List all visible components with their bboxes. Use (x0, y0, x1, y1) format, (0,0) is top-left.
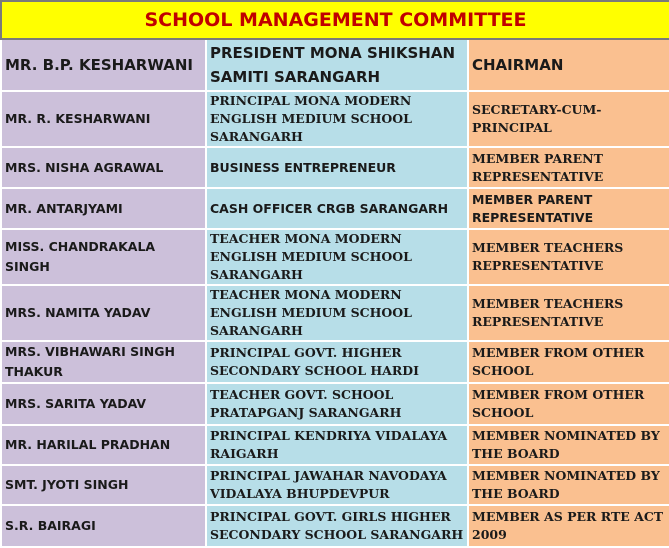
member-post: CASH OFFICER CRGB SARANGARH (206, 188, 468, 229)
member-post: PRESIDENT MONA SHIKSHAN SAMITI SARANGARH (206, 39, 468, 91)
member-role: MEMBER FROM OTHER SCHOOL (468, 341, 669, 383)
member-name: MR. HARILAL PRADHAN (1, 425, 206, 465)
member-name: S.R. BAIRAGI (1, 505, 206, 547)
member-role: MEMBER TEACHERS REPRESENTATIVE (468, 285, 669, 341)
table-title: SCHOOL MANAGEMENT COMMITTEE (1, 1, 669, 39)
member-role: MEMBER PARENT REPRESENTATIVE (468, 188, 669, 229)
table-row (1, 285, 669, 341)
table-row (1, 91, 669, 147)
member-name: MR. B.P. KESHARWANI (1, 39, 206, 91)
member-post: TEACHER MONA MODERN ENGLISH MEDIUM SCHOOL SARANGARH (206, 285, 468, 341)
table-row (1, 188, 669, 229)
member-role: MEMBER TEACHERS REPRESENTATIVE (468, 229, 669, 285)
table-row (1, 465, 669, 505)
table-row (1, 425, 669, 465)
table-row (1, 341, 669, 383)
member-role: MEMBER AS PER RTE ACT 2009 (468, 505, 669, 547)
member-post: TEACHER MONA MODERN ENGLISH MEDIUM SCHOOL SARANGARH (206, 229, 468, 285)
member-role: MEMBER NOMINATED BY THE BOARD (468, 425, 669, 465)
member-post: PRINCIPAL GOVT. GIRLS HIGHER SECONDARY SCHOOL SARANGARH (206, 505, 468, 547)
member-post: TEACHER GOVT. SCHOOL PRATAPGANJ SARANGARH (206, 383, 468, 425)
member-name: MR. R. KESHARWANI (1, 91, 206, 147)
member-post: PRINCIPAL JAWAHAR NAVODAYA VIDALAYA BHUPDEVPUR (206, 465, 468, 505)
member-role: SECRETARY-CUM-PRINCIPAL (468, 91, 669, 147)
member-name: MRS. NISHA AGRAWAL (1, 147, 206, 188)
member-role: MEMBER NOMINATED BY THE BOARD (468, 465, 669, 505)
title-row (1, 1, 669, 39)
table-row (1, 39, 669, 91)
member-role: MEMBER PARENT REPRESENTATIVE (468, 147, 669, 188)
member-name: SMT. JYOTI SINGH (1, 465, 206, 505)
member-role: CHAIRMAN (468, 39, 669, 91)
member-name: MRS. SARITA YADAV (1, 383, 206, 425)
member-post: PRINCIPAL KENDRIYA VIDALAYA RAIGARH (206, 425, 468, 465)
table-row (1, 383, 669, 425)
table-row (1, 229, 669, 285)
member-post: PRINCIPAL MONA MODERN ENGLISH MEDIUM SCHOOL SARANGARH (206, 91, 468, 147)
member-name: MR. ANTARJYAMI (1, 188, 206, 229)
member-post: PRINCIPAL GOVT. HIGHER SECONDARY SCHOOL HARDI (206, 341, 468, 383)
member-role: MEMBER FROM OTHER SCHOOL (468, 383, 669, 425)
member-name: MRS. NAMITA YADAV (1, 285, 206, 341)
member-name: MISS. CHANDRAKALA SINGH (1, 229, 206, 285)
member-post: BUSINESS ENTREPRENEUR (206, 147, 468, 188)
table-row (1, 505, 669, 547)
member-name: MRS. VIBHAWARI SINGH THAKUR (1, 341, 206, 383)
table-row (1, 147, 669, 188)
